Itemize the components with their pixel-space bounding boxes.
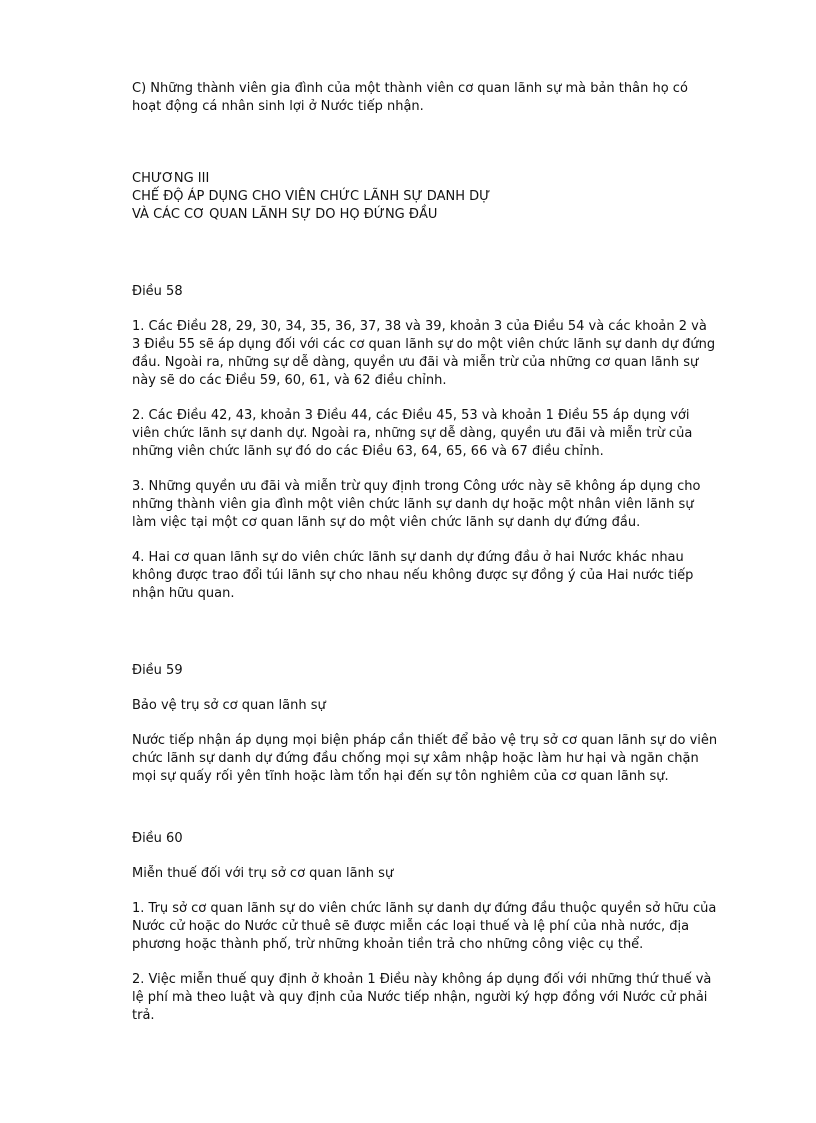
spacer <box>132 224 752 283</box>
spacer <box>132 848 752 865</box>
article-59-heading: Điều 59 <box>132 663 183 678</box>
spacer <box>132 603 752 662</box>
article-58-heading: Điều 58 <box>132 284 183 299</box>
spacer <box>132 715 752 732</box>
spacer <box>132 116 752 170</box>
article-58-paragraph-3: 3. Những quyền ưu đãi và miễn trừ quy định trong Công ước này sẽ không áp dụng cho những thành viên gia đình một viên chức lãnh sự danh dự hoặc một nhân viên lãnh sự làm việc tại một cơ quan lãnh sự do một viên chức lãnh sự danh dự đứng đầu. <box>132 479 701 530</box>
article-60-heading: Điều 60 <box>132 831 183 846</box>
article-58-paragraph-4: 4. Hai cơ quan lãnh sự do viên chức lãnh sự danh dự đứng đầu ở hai Nước khác nhau không được trao đổi túi lãnh sự cho nhau nếu không được sự đồng ý của Hai nước tiếp nhận hữu quan. <box>132 550 694 601</box>
intro-paragraph: C) Những thành viên gia đình của một thành viên cơ quan lãnh sự mà bản thân họ có hoạt động cá nhân sinh lợi ở Nước tiếp nhận. <box>132 81 688 114</box>
spacer <box>132 301 752 318</box>
spacer <box>132 786 752 830</box>
chapter-title-line2: VÀ CÁC CƠ QUAN LÃNH SỰ DO HỌ ĐỨNG ĐẦU <box>132 207 438 222</box>
spacer <box>132 954 752 971</box>
article-58-paragraph-2: 2. Các Điều 42, 43, khoản 3 Điều 44, các Điều 45, 53 và khoản 1 Điều 55 áp dụng với viên chức lãnh sự danh dự. Ngoài ra, những sự dễ dàng, quyền ưu đãi và miễn trừ của những viên chức lãnh sự đó do các Điều 63, 64, 65, 66 và 67 điều chỉnh. <box>132 408 693 459</box>
chapter-number: CHƯƠNG III <box>132 171 210 186</box>
spacer <box>132 883 752 900</box>
document-page <box>132 80 752 1025</box>
article-60-paragraph-1: 1. Trụ sở cơ quan lãnh sự do viên chức lãnh sự danh dự đứng đầu thuộc quyền sở hữu của Nước cử hoặc do Nước cử thuê sẽ được miễn các loại thuế và lệ phí của nhà nước, địa phương hoặc thành phố, trừ những khoản tiền trả cho những công việc cụ thể. <box>132 901 717 952</box>
article-60-paragraph-2: 2. Việc miễn thuế quy định ở khoản 1 Điều này không áp dụng đối với những thứ thuế và lệ phí mà theo luật và quy định của Nước tiếp nhận, người ký hợp đồng với Nước cử phải trả. <box>132 972 712 1023</box>
article-58-paragraph-1: 1. Các Điều 28, 29, 30, 34, 35, 36, 37, 38 và 39, khoản 3 của Điều 54 và các khoản 2 và 3 Điều 55 sẽ áp dụng đối với các cơ quan lãnh sự do một viên chức lãnh sự danh dự đứng đầu. Ngoài ra, những sự dễ dàng, quyền ưu đãi và miễn trừ của những cơ quan lãnh sự này sẽ do các Điều 59, 60, 61, và 62 điều chỉnh. <box>132 319 716 388</box>
spacer <box>132 390 752 407</box>
article-59-paragraph-1: Nước tiếp nhận áp dụng mọi biện pháp cần thiết để bảo vệ trụ sở cơ quan lãnh sự do viên chức lãnh sự danh dự đứng đầu chống mọi sự xâm nhập hoặc làm hư hại và ngăn chặn mọi sự quấy rối yên tĩnh hoặc làm tổn hại đến sự tôn nghiêm của cơ quan lãnh sự. <box>132 733 718 784</box>
article-60-subtitle: Miễn thuế đối với trụ sở cơ quan lãnh sự <box>132 866 394 881</box>
spacer <box>132 680 752 697</box>
chapter-title-line1: CHẾ ĐỘ ÁP DỤNG CHO VIÊN CHỨC LÃNH SỰ DANH DỰ <box>132 189 491 204</box>
article-59-subtitle: Bảo vệ trụ sở cơ quan lãnh sự <box>132 698 326 713</box>
spacer <box>132 532 752 549</box>
spacer <box>132 461 752 478</box>
